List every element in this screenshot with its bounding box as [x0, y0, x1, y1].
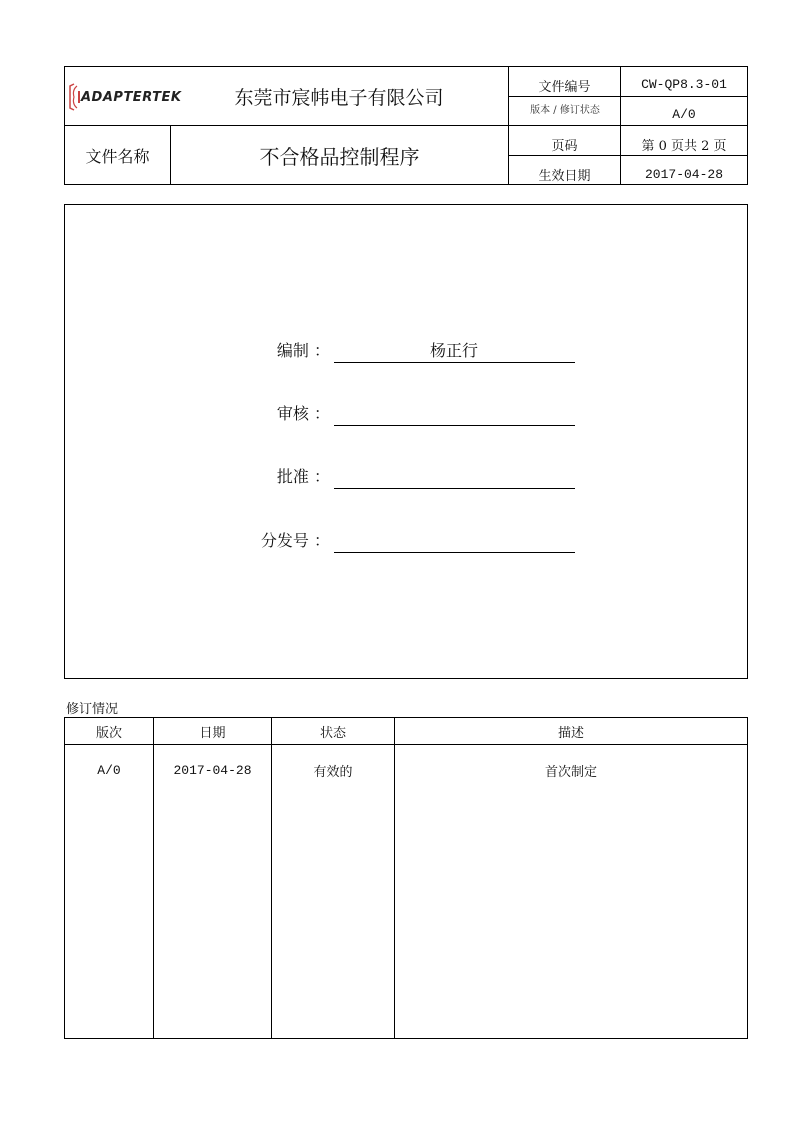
signature-line — [334, 362, 575, 363]
doc-no-label: 文件编号 — [538, 80, 591, 95]
signature-label: 批准 ： — [276, 467, 330, 486]
col-header-description: 描述 — [557, 725, 584, 741]
version-value: A/0 — [672, 106, 696, 122]
company-name: 东莞市宸帏电子有限公司 — [234, 86, 444, 109]
effective-value: 2017-04-28 — [644, 166, 723, 182]
effective-label: 生效日期 — [538, 168, 591, 184]
signature-line — [334, 552, 575, 553]
cell-date: 2017-04-28 — [173, 762, 252, 778]
signature-label: 审核 ： — [276, 404, 330, 423]
doc-name-label: 文件名称 — [85, 146, 150, 166]
signature-value: 杨正行 — [429, 341, 478, 360]
cell-version: A/0 — [97, 762, 121, 778]
page-value: 第 0 页共 2 页 — [641, 139, 727, 154]
page-label: 页码 — [551, 139, 578, 154]
version-label: 版本 / 修订状态 — [530, 105, 600, 116]
cell-description: 首次制定 — [544, 764, 597, 780]
cell-status: 有效的 — [313, 764, 353, 780]
signature-line — [334, 488, 575, 489]
col-header-version: 版次 — [95, 725, 122, 741]
signature-box — [64, 204, 748, 679]
col-header-status: 状态 — [319, 725, 346, 741]
doc-no-value: CW-QP8.3-01 — [641, 77, 727, 92]
logo-text: ADAPTERTEK — [81, 90, 182, 105]
signature-row-distribution — [200, 526, 580, 556]
company-logo — [68, 80, 182, 114]
signature-line — [334, 425, 575, 426]
col-header-date: 日期 — [199, 725, 226, 741]
doc-title: 不合格品控制程序 — [259, 144, 420, 169]
signature-label: 编制 ： — [276, 341, 330, 360]
signature-label: 分发号 ： — [260, 531, 330, 550]
signature-row-approve — [200, 462, 580, 492]
signature-row-review — [200, 399, 580, 429]
revision-caption: 修订情况 — [66, 702, 119, 717]
signature-row-compiled — [200, 336, 580, 366]
